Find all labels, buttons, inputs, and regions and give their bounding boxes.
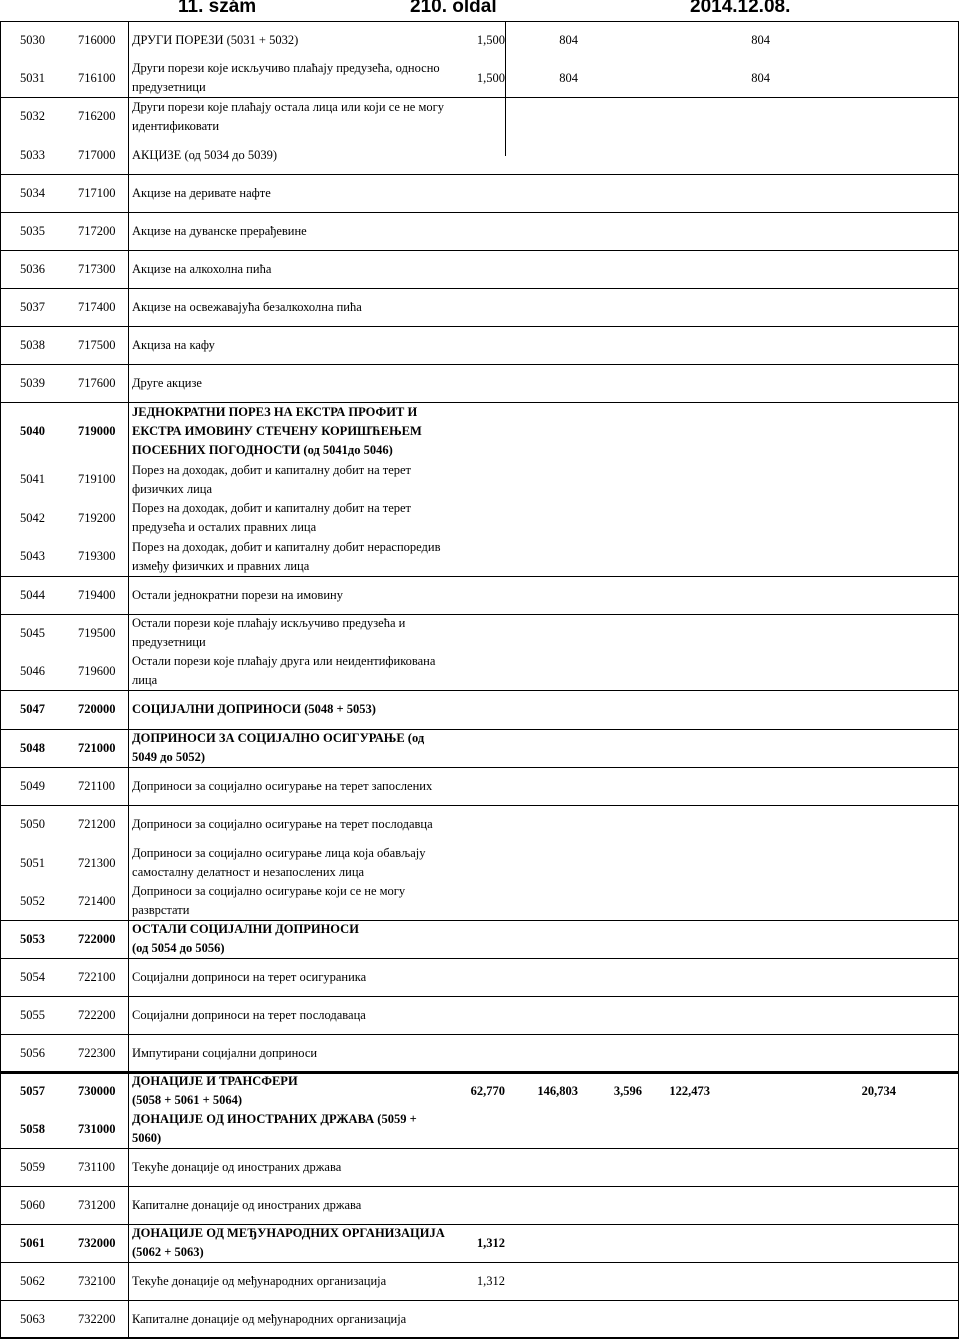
table-row xyxy=(0,1148,959,1186)
table-border-bottom xyxy=(0,1337,959,1338)
table-row xyxy=(0,1034,959,1072)
row-label: Акцизе на деривате нафте xyxy=(132,186,271,200)
row-code: 5053 xyxy=(20,932,45,946)
row-account: 716000 xyxy=(78,33,116,47)
row-label: Текуће донације од међународних организација xyxy=(132,1274,387,1288)
row-account: 717500 xyxy=(78,338,116,352)
row-value-c1: 1,312 xyxy=(476,1236,505,1250)
row-account: 719200 xyxy=(78,511,116,525)
table-row xyxy=(0,1224,959,1262)
table-row xyxy=(0,537,959,576)
row-label: 5049 до 5052) xyxy=(132,750,205,764)
row-code: 5063 xyxy=(20,1312,45,1326)
row-label: Акцизе на дуванске прерађевине xyxy=(132,224,307,238)
row-label: Остали једнократни порези на имовину xyxy=(132,588,343,602)
row-code: 5040 xyxy=(20,424,45,438)
table-row xyxy=(0,174,959,212)
page-number: 210. oldal xyxy=(410,0,497,17)
row-label: ДРУГИ ПОРЕЗИ (5031 + 5032) xyxy=(132,33,299,47)
row-account: 717300 xyxy=(78,262,116,276)
row-value-c4: 122,473 xyxy=(669,1084,710,1098)
table-row xyxy=(0,996,959,1034)
row-account: 721300 xyxy=(78,856,116,870)
table-row xyxy=(0,250,959,288)
row-account: 721200 xyxy=(78,817,116,831)
row-label: Остали порези које плаћају искључиво предузећа и xyxy=(132,616,406,630)
row-label: ЕКСТРА ИМОВИНУ СТЕЧЕНУ КОРИШЋЕЊЕМ xyxy=(132,424,422,438)
row-label: (5058 + 5061 + 5064) xyxy=(132,1093,243,1107)
row-account: 731000 xyxy=(78,1122,116,1136)
row-code: 5044 xyxy=(20,588,45,602)
row-value-c2: 804 xyxy=(559,33,578,47)
row-account: 732000 xyxy=(78,1236,116,1250)
publication-date: 2014.12.08. xyxy=(690,0,791,17)
row-account: 719300 xyxy=(78,549,116,563)
row-account: 732200 xyxy=(78,1312,116,1326)
row-label: лица xyxy=(132,673,158,687)
row-code: 5056 xyxy=(20,1046,45,1060)
row-account: 717200 xyxy=(78,224,116,238)
row-label: Други порези које искључиво плаћају предузећа, односно xyxy=(132,61,440,75)
row-label: Друге акцизе xyxy=(132,376,202,390)
table-row xyxy=(0,402,959,460)
row-code: 5047 xyxy=(20,702,45,716)
table-row xyxy=(0,1072,959,1110)
row-label: Доприноси за социјално осигурање који се не могу xyxy=(132,884,406,898)
row-code: 5061 xyxy=(20,1236,45,1250)
label-column-divider xyxy=(128,21,129,1338)
table-row xyxy=(0,364,959,402)
table-row xyxy=(0,1186,959,1224)
table-row xyxy=(0,21,959,59)
row-label: ЈЕДНОКРАТНИ ПОРЕЗ НА ЕКСТРА ПРОФИТ И xyxy=(132,405,418,419)
row-label: Социјални доприноси на терет осигураника xyxy=(132,970,367,984)
row-label: између физичких и правних лица xyxy=(132,559,310,573)
row-code: 5039 xyxy=(20,376,45,390)
row-account: 717000 xyxy=(78,148,116,162)
row-label: Акцизе на освежавајућа безалкохолна пића xyxy=(132,300,362,314)
row-label: ДОПРИНОСИ ЗА СОЦИЈАЛНО ОСИГУРАЊЕ (од xyxy=(132,731,425,745)
row-label: Доприноси за социјално осигурање лица која обављају xyxy=(132,846,426,860)
row-label: АКЦИЗЕ (од 5034 до 5039) xyxy=(132,148,278,162)
row-label: идентификовати xyxy=(132,119,220,133)
row-account: 722300 xyxy=(78,1046,116,1060)
row-label: Други порези које плаћају остала лица или који се не могу xyxy=(132,100,444,114)
row-account: 719000 xyxy=(78,424,116,438)
row-code: 5033 xyxy=(20,148,45,162)
table-row xyxy=(0,576,959,614)
row-label: Импутирани социјални доприноси xyxy=(132,1046,318,1060)
row-code: 5051 xyxy=(20,856,45,870)
row-code: 5050 xyxy=(20,817,45,831)
row-value-c7: 804 xyxy=(751,33,770,47)
table-row xyxy=(0,326,959,364)
table-row xyxy=(0,460,959,499)
row-label: физичких лица xyxy=(132,482,213,496)
row-account: 722000 xyxy=(78,932,116,946)
row-account: 719400 xyxy=(78,588,116,602)
row-label: предузећа и осталих правних лица xyxy=(132,520,317,534)
table-row xyxy=(0,920,959,958)
row-code: 5032 xyxy=(20,109,45,123)
row-value-c1: 1,312 xyxy=(476,1274,505,1288)
financial-table xyxy=(0,21,960,1336)
row-label: Порез на доходак, добит и капиталну добит нераспоредив xyxy=(132,540,441,554)
table-row xyxy=(0,614,959,652)
row-code: 5058 xyxy=(20,1122,45,1136)
row-label: ДОНАЦИЈЕ ОД ИНОСТРАНИХ ДРЖАВА (5059 + xyxy=(132,1112,417,1126)
table-row xyxy=(0,958,959,996)
row-label: Остали порези које плаћају друга или неидентификована xyxy=(132,654,436,668)
table-row xyxy=(0,690,959,729)
row-account: 722200 xyxy=(78,1008,116,1022)
row-code: 5046 xyxy=(20,664,45,678)
row-account: 717400 xyxy=(78,300,116,314)
row-code: 5052 xyxy=(20,894,45,908)
row-code: 5055 xyxy=(20,1008,45,1022)
row-account: 716200 xyxy=(78,109,116,123)
row-label: ОСТАЛИ СОЦИЈАЛНИ ДОПРИНОСИ xyxy=(132,922,359,936)
table-row xyxy=(0,288,959,326)
row-value-c1: 62,770 xyxy=(470,1084,505,1098)
table-row xyxy=(0,136,959,174)
row-account: 716100 xyxy=(78,71,116,85)
value-column-divider xyxy=(505,21,506,156)
table-border-right xyxy=(958,21,959,1338)
row-account: 731200 xyxy=(78,1198,116,1212)
row-label: Социјални доприноси на терет послодаваца xyxy=(132,1008,366,1022)
row-code: 5038 xyxy=(20,338,45,352)
table-row xyxy=(0,805,959,844)
row-label: СОЦИЈАЛНИ ДОПРИНОСИ (5048 + 5053) xyxy=(132,702,376,716)
table-row xyxy=(0,882,959,920)
table-border-left xyxy=(0,21,1,1338)
row-label: Порез на доходак, добит и капиталну добит на терет xyxy=(132,501,412,515)
row-account: 721000 xyxy=(78,741,116,755)
row-code: 5043 xyxy=(20,549,45,563)
row-account: 719100 xyxy=(78,472,116,486)
table-row xyxy=(0,767,959,805)
table-row xyxy=(0,1300,959,1338)
row-code: 5034 xyxy=(20,186,45,200)
row-label: Текуће донације од иностраних држава xyxy=(132,1160,342,1174)
row-label: Порез на доходак, добит и капиталну добит на терет xyxy=(132,463,412,477)
row-code: 5060 xyxy=(20,1198,45,1212)
row-account: 721100 xyxy=(78,779,116,793)
row-label: ПОСЕБНИХ ПОГОДНОСТИ (од 5041до 5046) xyxy=(132,443,393,457)
row-code: 5049 xyxy=(20,779,45,793)
row-account: 720000 xyxy=(78,702,116,716)
row-code: 5054 xyxy=(20,970,45,984)
row-label: ДОНАЦИЈЕ И ТРАНСФЕРИ xyxy=(132,1074,298,1088)
row-value-c2: 804 xyxy=(559,71,578,85)
row-value-c1: 1,500 xyxy=(476,33,505,47)
row-value-c7: 804 xyxy=(751,71,770,85)
row-label: Акциза на кафу xyxy=(132,338,215,352)
row-account: 719500 xyxy=(78,626,116,640)
row-value-c2: 146,803 xyxy=(537,1084,578,1098)
row-account: 721400 xyxy=(78,894,116,908)
row-label: 5060) xyxy=(132,1131,162,1145)
row-code: 5048 xyxy=(20,741,45,755)
row-code: 5045 xyxy=(20,626,45,640)
row-account: 732100 xyxy=(78,1274,116,1288)
row-code: 5041 xyxy=(20,472,45,486)
row-account: 719600 xyxy=(78,664,116,678)
row-code: 5030 xyxy=(20,33,45,47)
row-label: предузетници xyxy=(132,635,206,649)
row-label: Доприноси за социјално осигурање на терет запослених xyxy=(132,779,433,793)
row-label: (5062 + 5063) xyxy=(132,1245,204,1259)
row-label: (од 5054 до 5056) xyxy=(132,941,225,955)
table-row xyxy=(0,212,959,250)
row-label: разврстати xyxy=(132,903,190,917)
row-account: 722100 xyxy=(78,970,116,984)
row-label: ДОНАЦИЈЕ ОД МЕЂУНАРОДНИХ ОРГАНИЗАЦИЈА xyxy=(132,1226,445,1240)
row-code: 5059 xyxy=(20,1160,45,1174)
table-row xyxy=(0,1110,959,1148)
row-code: 5062 xyxy=(20,1274,45,1288)
table-row xyxy=(0,729,959,767)
row-account: 717600 xyxy=(78,376,116,390)
row-value-c3: 3,596 xyxy=(613,1084,642,1098)
row-label: Акцизе на алкохолна пића xyxy=(132,262,272,276)
row-value-c1: 1,500 xyxy=(476,71,505,85)
row-code: 5037 xyxy=(20,300,45,314)
table-row xyxy=(0,652,959,690)
table-row xyxy=(0,59,959,97)
row-value-c8: 20,734 xyxy=(861,1084,896,1098)
row-account: 730000 xyxy=(78,1084,116,1098)
row-label: Капиталне донације од иностраних држава xyxy=(132,1198,362,1212)
table-row xyxy=(0,499,959,537)
table-row xyxy=(0,1262,959,1300)
row-account: 731100 xyxy=(78,1160,116,1174)
row-label: Доприноси за социјално осигурање на терет послодавца xyxy=(132,817,433,831)
row-label: предузетници xyxy=(132,80,206,94)
row-code: 5031 xyxy=(20,71,45,85)
row-label: самосталну делатност и незапослених лица xyxy=(132,865,365,879)
row-code: 5057 xyxy=(20,1084,45,1098)
row-code: 5036 xyxy=(20,262,45,276)
row-code: 5035 xyxy=(20,224,45,238)
page-header xyxy=(0,0,960,18)
table-row xyxy=(0,844,959,882)
row-code: 5042 xyxy=(20,511,45,525)
table-row xyxy=(0,97,959,136)
issue-number: 11. szám xyxy=(178,0,257,17)
row-account: 717100 xyxy=(78,186,116,200)
row-label: Капиталне донације од међународних организација xyxy=(132,1312,407,1326)
